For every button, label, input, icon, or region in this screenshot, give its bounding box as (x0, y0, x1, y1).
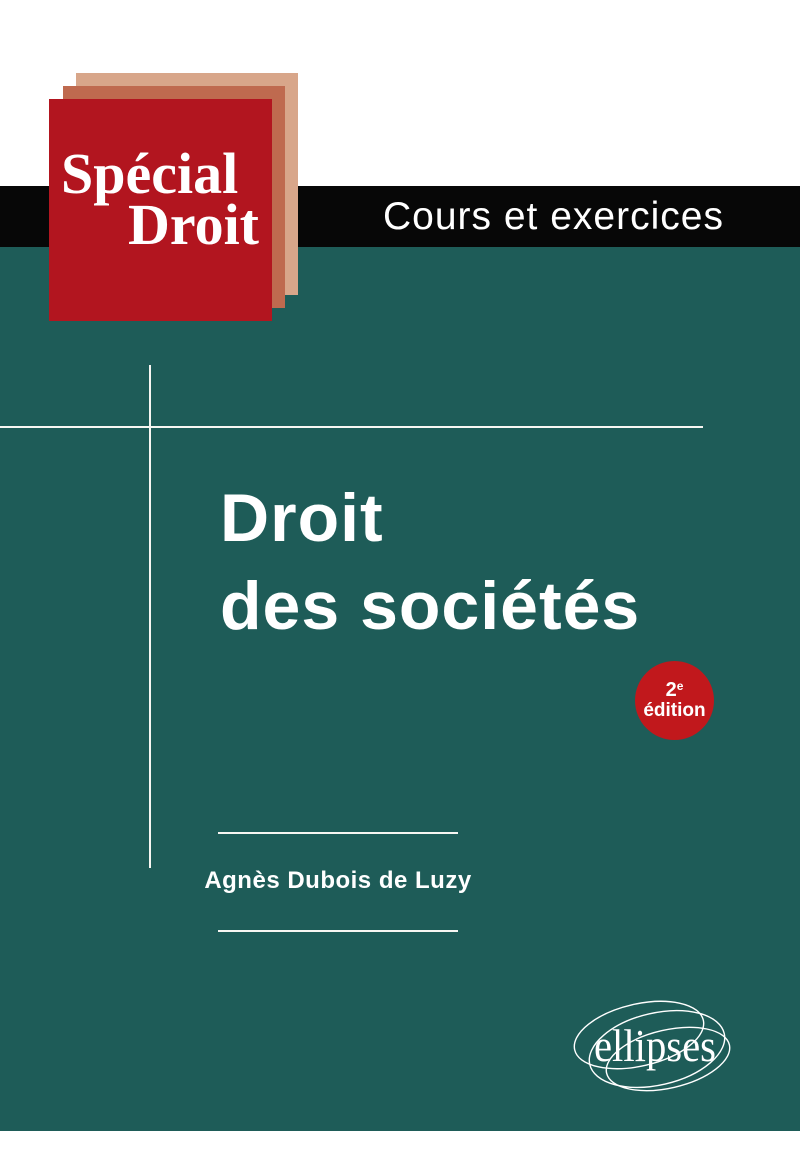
vertical-rule (149, 365, 151, 868)
title-line2: des sociétés (220, 568, 641, 644)
edition-number: 2 (665, 679, 677, 702)
title-line1: Droit (220, 480, 384, 556)
author-divider-bottom (218, 930, 458, 932)
horizontal-rule (0, 426, 703, 428)
author-name: Agnès Dubois de Luzy (204, 867, 472, 894)
publisher-wordmark: ellipses (594, 1020, 716, 1071)
series-badge (49, 99, 272, 321)
book-title (220, 474, 640, 650)
edition-number-line (666, 680, 684, 701)
series-badge-line1: Spécial (61, 141, 239, 206)
author-divider-top (218, 832, 458, 834)
ellipses-logo (555, 992, 755, 1102)
edition-superscript: e (676, 679, 684, 694)
series-badge-line2: Droit (127, 192, 259, 257)
edition-badge (635, 661, 714, 740)
collection-banner-label: Cours et exercices (383, 194, 724, 238)
publisher-logo (555, 992, 755, 1102)
edition-label: édition (643, 700, 706, 722)
